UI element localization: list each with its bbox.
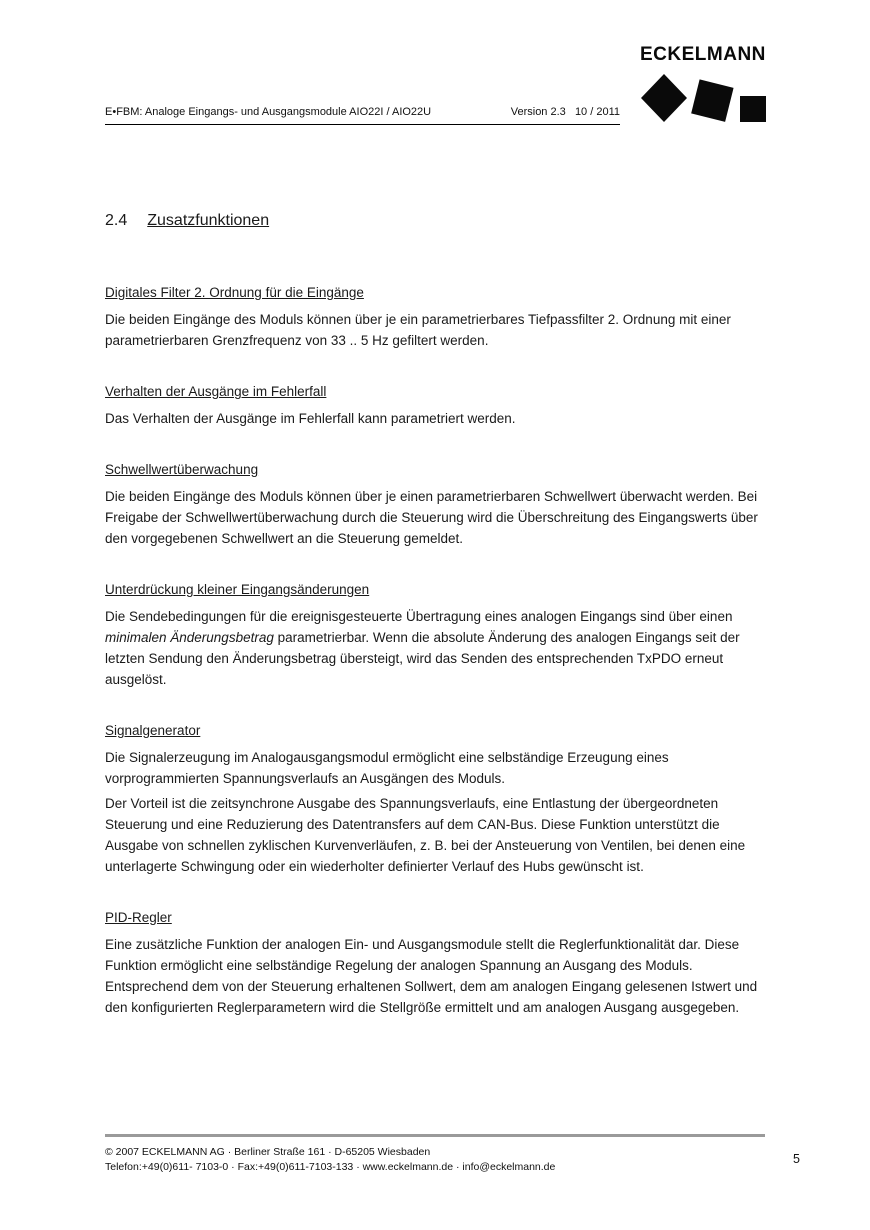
footer-contact-line: Telefon:+49(0)611- 7103-0 · Fax:+49(0)611-7103-133 · www.eckelmann.de · info@eckelmann.de	[105, 1161, 556, 1173]
page-header	[105, 106, 620, 125]
section-heading	[105, 210, 765, 232]
header-doc-title: E•FBM: Analoge Eingangs- und Ausgangsmodule AIO22I / AIO22U	[105, 106, 432, 118]
eckelmann-logo	[640, 44, 772, 131]
paragraph: Eine zusätzliche Funktion der analogen Ein- und Ausgangsmodule stellt die Reglerfunktionalität dar. Diese Funktion ermöglicht eine selbständige Regelung der analogen Spannung an Ausgang des Moduls. Entsprechend dem von der Steuerung erhaltenen Sollwert, dem am analogen Eingang gelesenen Istwert und den konfigurierten Reglerparametern wird die Stellgröße ermittelt und am analogen Ausgang ausgegeben.	[105, 937, 758, 1015]
subsection-schwellwertueberwachung	[105, 459, 765, 549]
logo-shapes-icon	[640, 72, 772, 131]
subsection-signalgenerator	[105, 720, 765, 877]
paragraph-text: Die Sendebedingungen für die ereignisgesteuerte Übertragung eines analogen Eingangs sind über einen	[105, 609, 733, 624]
section-number: 2.4	[105, 212, 128, 229]
document-body	[105, 210, 765, 1048]
subsection-pid-regler	[105, 907, 765, 1018]
footer-address-line: © 2007 ECKELMANN AG · Berliner Straße 161 · D-65205 Wiesbaden	[105, 1146, 431, 1158]
logo-wordmark: ECKELMANN	[640, 44, 766, 65]
paragraph: Der Vorteil ist die zeitsynchrone Ausgabe des Spannungsverlaufs, eine Entlastung der übergeordneten Steuerung und eine Reduzierung des Datentransfers auf dem CAN-Bus. Diese Funktion unterstützt die Ausgabe von schnellen zyklischen Kurvenverläufen, z. B. bei der Ansteuerung von Ventilen, bei denen eine unterlagerte Schwingung oder ein wiederholter definierter Verlauf des Hubs gewünscht ist.	[105, 796, 746, 874]
subsection-unterdrueckung	[105, 579, 765, 690]
subsection-digitales-filter	[105, 282, 765, 351]
subsection-heading: Schwellwertüberwachung	[105, 462, 259, 477]
subsection-heading: Unterdrückung kleiner Eingangsänderungen	[105, 582, 370, 597]
subsection-heading: Digitales Filter 2. Ordnung für die Eingänge	[105, 285, 364, 300]
subsection-heading: PID-Regler	[105, 910, 172, 925]
subsection-verhalten-ausgaenge	[105, 381, 765, 429]
header-version: Version 2.3 10 / 2011	[510, 106, 620, 118]
section-title: Zusatzfunktionen	[147, 212, 270, 229]
page-number: 5	[793, 1152, 800, 1166]
paragraph: Die beiden Eingänge des Moduls können über je ein parametrierbares Tiefpassfilter 2. Ordnung mit einer parametrierbaren Grenzfrequenz von 33 .. 5 Hz gefiltert werden.	[105, 312, 731, 348]
subsection-heading: Signalgenerator	[105, 723, 201, 738]
footer-divider	[105, 1134, 765, 1137]
paragraph-text: parametrierbar. Wenn die absolute Änderung des analogen Eingangs seit der letzten Sendung den Änderungsbetrag übersteigt, wird das Senden des entsprechenden TxPDO erneut ausgelöst.	[105, 630, 740, 687]
subsection-heading: Verhalten der Ausgänge im Fehlerfall	[105, 384, 327, 399]
paragraph-italic-text: minimalen Änderungsbetrag	[105, 630, 274, 645]
footer	[105, 1145, 665, 1175]
paragraph: Die beiden Eingänge des Moduls können über je einen parametrierbaren Schwellwert überwacht werden. Bei Freigabe der Schwellwertüberwachung durch die Steuerung wird die Überschreitung des Eingangswerts über den vorgegebenen Schwellwert an die Steuerung gemeldet.	[105, 489, 758, 546]
paragraph: Das Verhalten der Ausgänge im Fehlerfall kann parametriert werden.	[105, 411, 516, 426]
paragraph	[105, 606, 765, 690]
paragraph: Die Signalerzeugung im Analogausgangsmodul ermöglicht eine selbständige Erzeugung eines vorprogrammierten Spannungsverlaufs an Ausgängen des Moduls.	[105, 750, 669, 786]
